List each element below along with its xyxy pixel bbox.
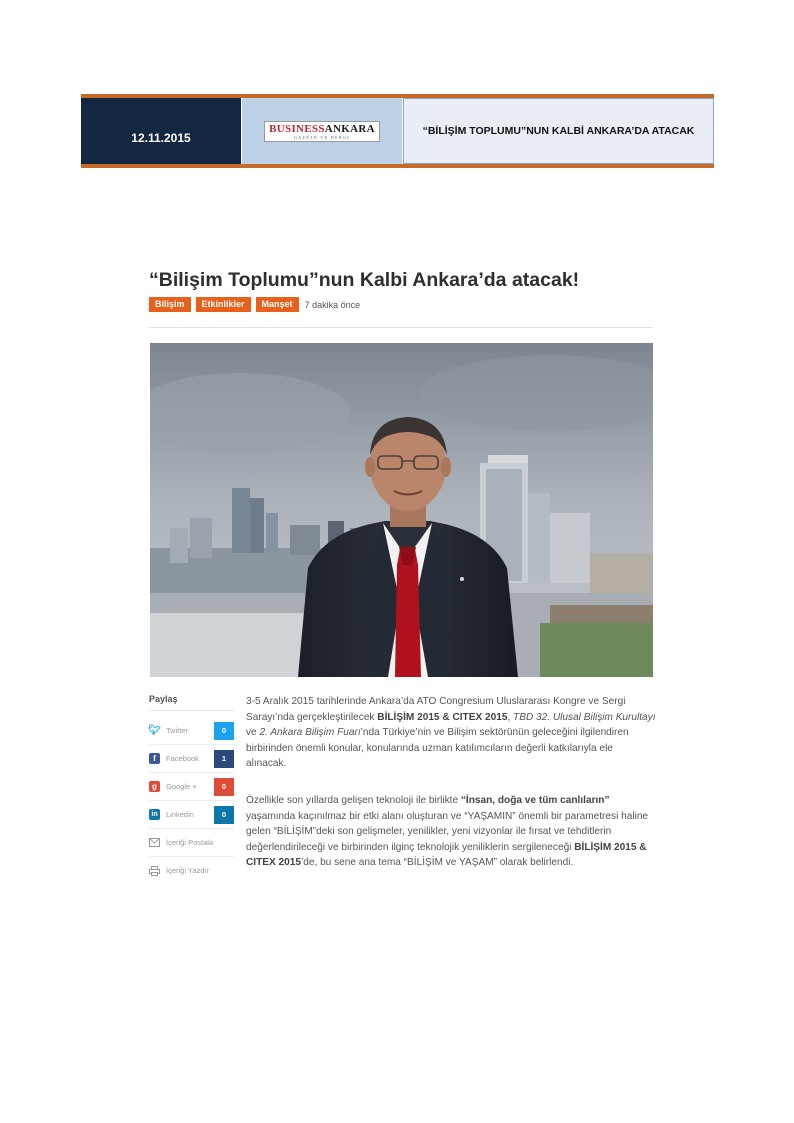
share-label: İçeriği Yazdır [166, 866, 210, 875]
logo-subtitle: GAZETE VE DERGI [293, 134, 351, 140]
article-title: “Bilişim Toplumu”nun Kalbi Ankara’da atacak! [149, 269, 580, 291]
share-label: Linkedin [166, 810, 194, 819]
share-mail[interactable] [149, 829, 234, 857]
tag-manset[interactable]: Manşet [256, 297, 299, 312]
text-run: ’de, bu sene ana tema “BİLİŞİM ve YAŞAM” olarak belirlendi. [300, 857, 574, 869]
facebook-icon: f [149, 753, 160, 764]
google-plus-icon: g [149, 781, 160, 792]
text-run: Özellikle son yıllarda gelişen teknoloji ile birlikte [246, 794, 461, 806]
share-label: Twitter [166, 726, 189, 735]
linkedin-icon: in [149, 809, 160, 820]
paragraph-2 [246, 793, 656, 871]
share-count: 0 [214, 722, 234, 740]
text-run: BİLİŞİM 2015 & CITEX 2015 [246, 841, 647, 869]
share-print[interactable] [149, 857, 234, 884]
header-band [81, 98, 714, 164]
logo-word-1: BUSINESS [269, 122, 325, 135]
portrait-photo-icon [150, 343, 653, 677]
tag-etkinlikler[interactable]: Etkinlikler [196, 297, 251, 312]
share-label: Facebook [166, 754, 199, 763]
tag-list [149, 297, 360, 312]
text-run: 3-5 Aralık 2015 tarihlerinde Ankara’da ATO Congresium Uluslararası Kongre ve Sergi Sarayı’nda gerçekleştirilecek [246, 696, 626, 723]
share-count: 0 [214, 778, 234, 796]
article-body [246, 694, 656, 871]
text-run: ’nda Türkiye’nin ve Bilişim sektörünün geleceğini ilgilendiren birbirinden önemli konular, konularında uzman katılımcıların değerli katkılarıyla ele alınacak. [246, 727, 629, 770]
text-run: TBD 32. Ulusal Bilişim Kurultayı [513, 711, 656, 723]
paragraph-1 [246, 694, 656, 772]
divider [149, 327, 653, 328]
text-run: yaşamında kaçınılmaz bir etki alanı oluşturan ve “YAŞAMIN” önemli bir parametresi haline gelen “BİLİŞİM”deki son gelişmeler, yenilikler, yeni vizyonlar ile fırsat ve tehditlerin değerlendirileceği ve birbirinden ilginç teknolojik yeniliklerin sergileneceği [246, 810, 649, 853]
header-headline: “BİLİŞİM TOPLUMU”NUN KALBİ ANKARA’DA ATACAK [403, 98, 714, 164]
share-linkedin[interactable] [149, 801, 234, 829]
share-panel [149, 694, 234, 884]
publication-logo [264, 121, 380, 142]
logo-word-2: ANKARA [324, 122, 375, 135]
share-twitter[interactable] [149, 717, 234, 745]
share-title: Paylaş [149, 694, 234, 711]
text-run: , [507, 711, 514, 723]
share-count: 1 [214, 750, 234, 768]
tag-bilisim[interactable]: Bilişim [149, 297, 191, 312]
time-ago: 7 dakika önce [304, 299, 361, 310]
share-count: 0 [214, 806, 234, 824]
share-label: Google + [166, 782, 197, 791]
mail-icon [149, 837, 160, 848]
share-facebook[interactable] [149, 745, 234, 773]
text-run: “İnsan, doğa ve tüm canlıların” [460, 794, 610, 806]
text-run: BİLİŞİM 2015 & CITEX 2015 [377, 711, 508, 723]
twitter-icon: 🐦︎ [148, 725, 161, 736]
text-run: 2. Ankara Bilişim Fuarı [259, 727, 361, 739]
share-label: İçeriği Postala [166, 838, 214, 847]
header-bottom-bar [81, 164, 714, 168]
share-google-plus[interactable] [149, 773, 234, 801]
logo-cell [241, 98, 403, 164]
print-icon [149, 865, 160, 876]
article-photo [150, 343, 653, 677]
text-run: ve [246, 727, 260, 739]
header-date: 12.11.2015 [81, 98, 241, 164]
